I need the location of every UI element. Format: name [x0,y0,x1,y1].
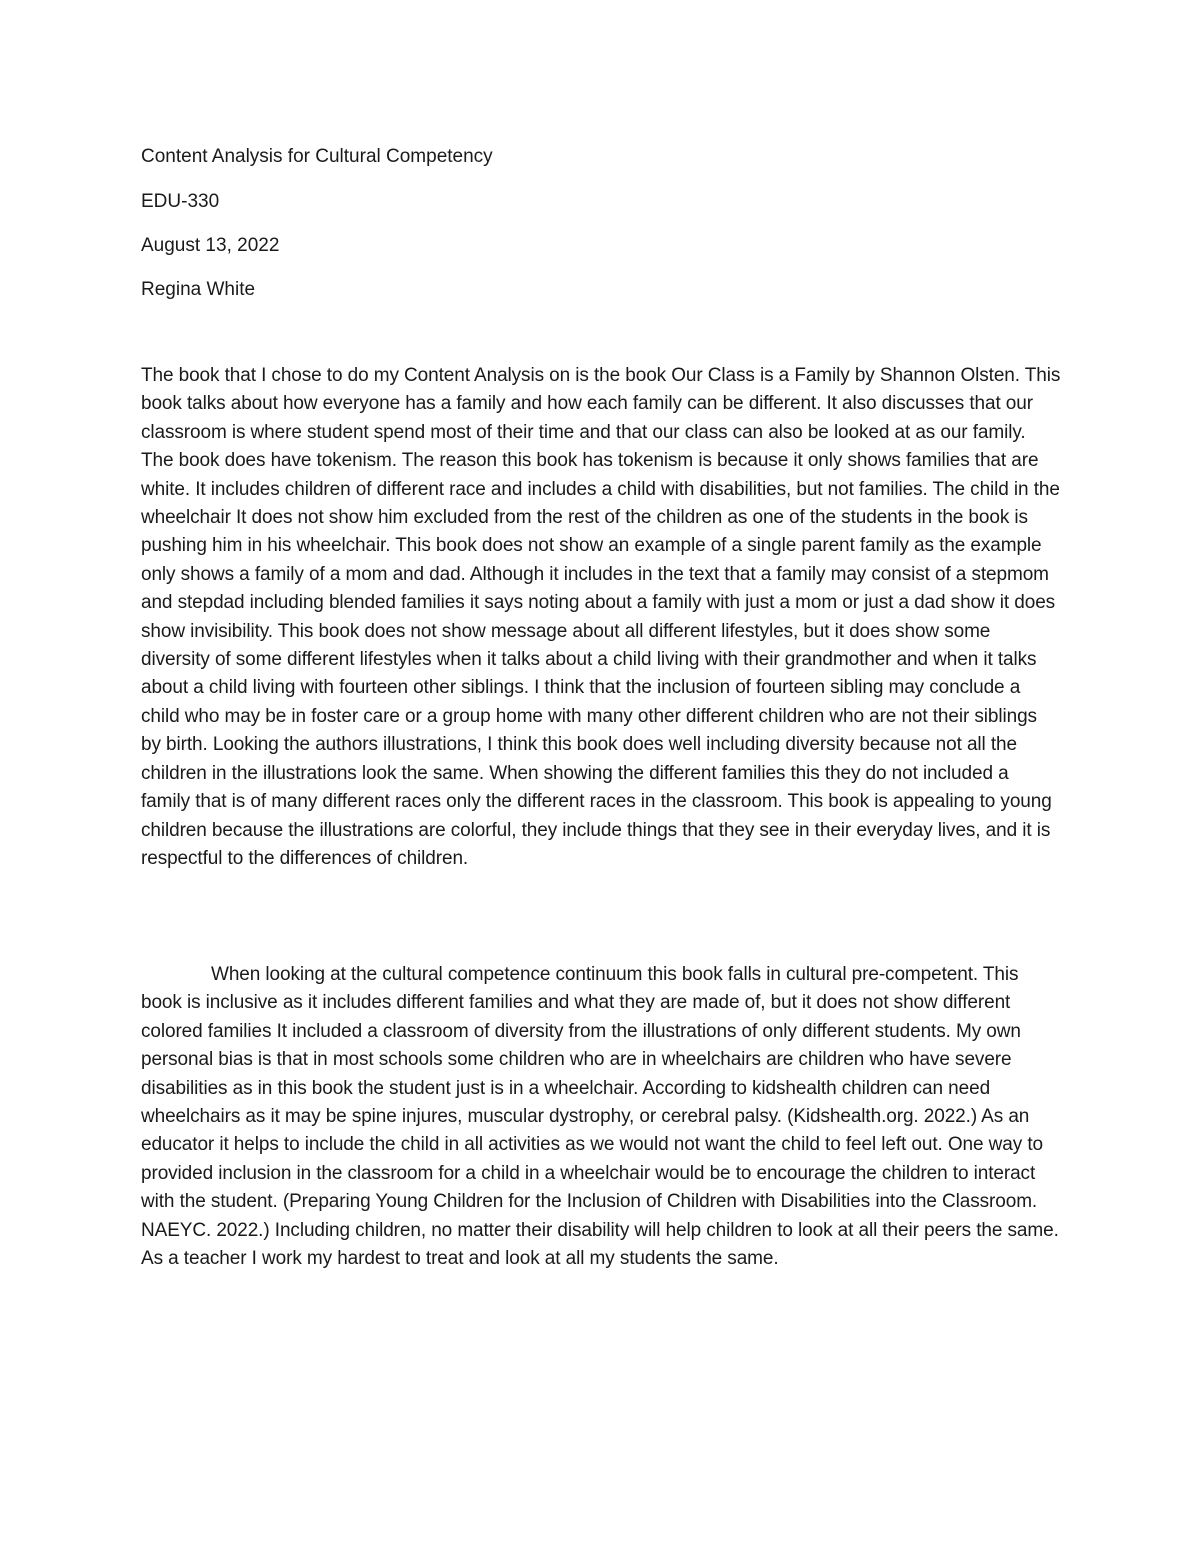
body-paragraph-2: When looking at the cultural competence continuum this book falls in cultural pre-competent. This book is inclusive as it includes different families and what they are made of, but it does not show different colored families It included a classroom of diversity from the illustrations of only different students. My own personal bias is that in most schools some children who are in wheelchairs are children who have severe disabilities as in this book the student just is in a wheelchair. According to kidshealth children can need wheelchairs as it may be spine injures, muscular dystrophy, or cerebral palsy. (Kidshealth.org. 2022.) As an educator it helps to include the child in all activities as we would not want the child to feel left out. One way to provided inclusion in the classroom for a child in a wheelchair would be to encourage the children to interact with the student. (Preparing Young Children for the Inclusion of Children with Disabilities into the Classroom. NAEYC. 2022.) Including children, no matter their disability will help children to look at all their peers the same. As a teacher I work my hardest to treat and look at all my students the same. [141,964,1059,1270]
document-title: Content Analysis for Cultural Competency [141,146,493,167]
body-paragraph-1: The book that I chose to do my Content Analysis on is the book Our Class is a Family by Shannon Olsten. This book talks about how everyone has a family and how each family can be different. It also discusses that our classroom is where student spend most of their time and that our class can also be looked at as our family. The book does have tokenism. The reason this book has tokenism is because it only shows families that are white. It includes children of different race and includes a child with disabilities, but not families. The child in the wheelchair It does not show him excluded from the rest of the children as one of the students in the book is pushing him in his wheelchair. This book does not show an example of a single parent family as the example only shows a family of a mom and dad. Although it includes in the text that a family may consist of a stepmom and stepdad including blended families it says noting about a family with just a mom or just a dad show it does show invisibility. This book does not show message about all different lifestyles, but it does show some diversity of some different lifestyles when it talks about a child living with their grandmother and when it talks about a child living with fourteen other siblings. I think that the inclusion of fourteen sibling may conclude a child who may be in foster care or a group home with many other different children who are not their siblings by birth. Looking the authors illustrations, I think this book does well including diversity because not all the children in the illustrations look the same. When showing the different families this they do not included a family that is of many different races only the different races in the classroom. This book is appealing to young children because the illustrations are colorful, they include things that they see in their everyday lives, and it is respectful to the differences of children. [141,365,1061,869]
course-code: EDU-330 [141,191,220,212]
author-name: Regina White [141,279,256,300]
document-date: August 13, 2022 [141,235,280,256]
